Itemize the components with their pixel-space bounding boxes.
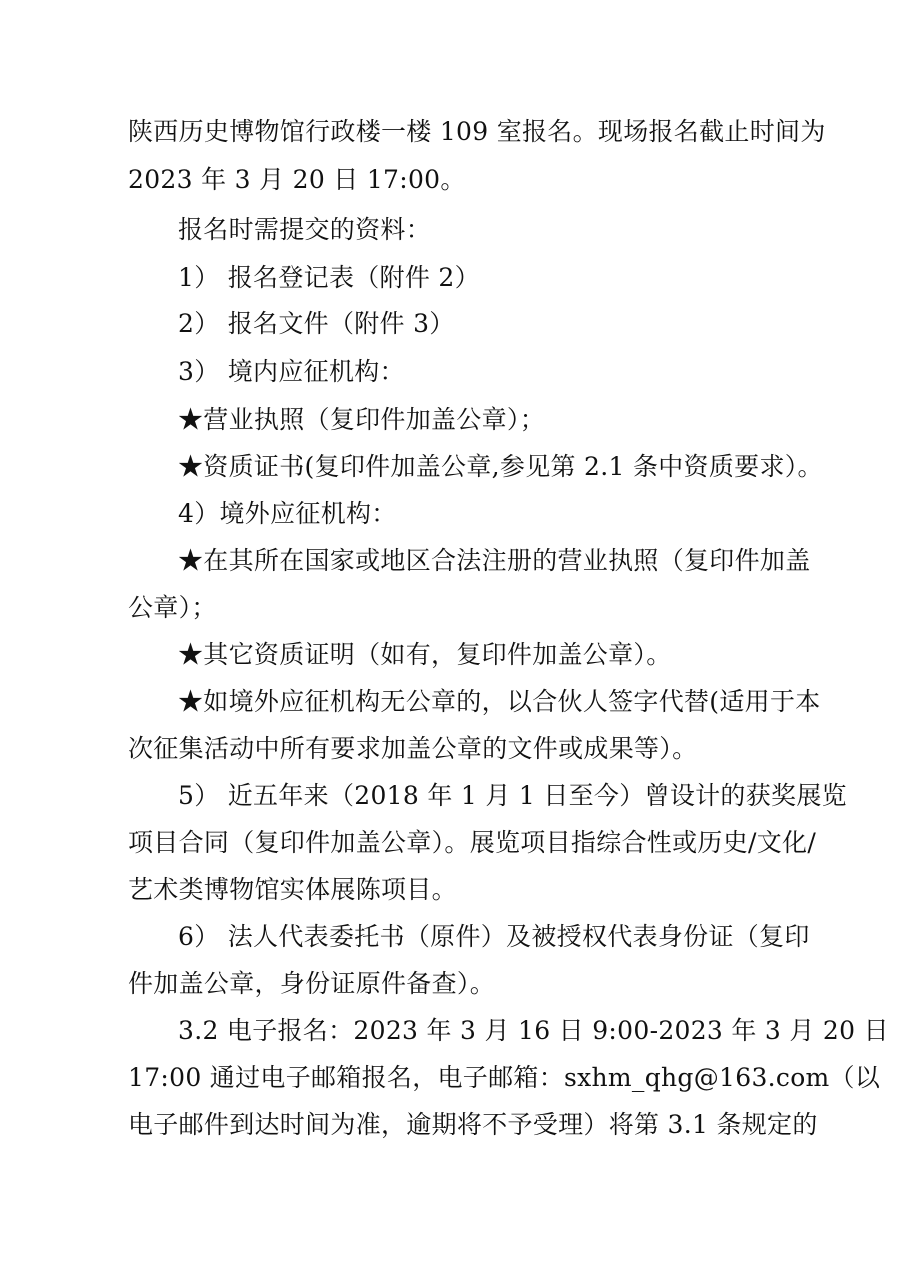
list-item: 2） 报名文件（附件 3） — [178, 309, 455, 338]
text-line: 17:00 通过电子邮箱报名，电子邮箱：sxhm_qhg@163.com（以 — [128, 1063, 881, 1092]
text-line: 电子邮件到达时间为准，逾期将不予受理）将第 3.1 条规定的 — [128, 1110, 818, 1139]
list-item: 5） 近五年来（2018 年 1 月 1 日至今）曾设计的获奖展览 — [178, 781, 847, 810]
bullet-item: ★资质证书(复印件加盖公章,参见第 2.1 条中资质要求）。 — [178, 452, 823, 481]
text-line: 次征集活动中所有要求加盖公章的文件或成果等）。 — [128, 734, 698, 763]
list-item: 1） 报名登记表（附件 2） — [178, 263, 480, 292]
text-line: 陕西历史博物馆行政楼一楼 109 室报名。现场报名截止时间为 — [128, 117, 826, 146]
text-line: 艺术类博物馆实体展陈项目。 — [128, 875, 457, 904]
bullet-item: ★在其所在国家或地区合法注册的营业执照（复印件加盖 — [178, 546, 811, 575]
text-line: 2023 年 3 月 20 日 17:00。 — [128, 165, 466, 194]
list-item: 3） 境内应征机构： — [178, 357, 405, 386]
text-line: 报名时需提交的资料： — [178, 215, 432, 244]
bullet-item: ★如境外应征机构无公章的，以合伙人签字代替(适用于本 — [178, 687, 821, 716]
text-line: 件加盖公章，身份证原件备查）。 — [128, 969, 496, 998]
text-line: 项目合同（复印件加盖公章）。展览项目指综合性或历史/文化/ — [128, 828, 817, 857]
bullet-item: ★营业执照（复印件加盖公章）； — [178, 405, 546, 434]
section-heading: 3.2 电子报名：2023 年 3 月 16 日 9:00-2023 年 3 月 20 日 — [178, 1016, 889, 1045]
text-line: 公章）； — [128, 593, 217, 622]
bullet-item: ★其它资质证明（如有，复印件加盖公章）。 — [178, 640, 672, 669]
list-item: 6） 法人代表委托书（原件）及被授权代表身份证（复印 — [178, 922, 810, 951]
list-item: 4）境外应征机构： — [178, 499, 397, 528]
